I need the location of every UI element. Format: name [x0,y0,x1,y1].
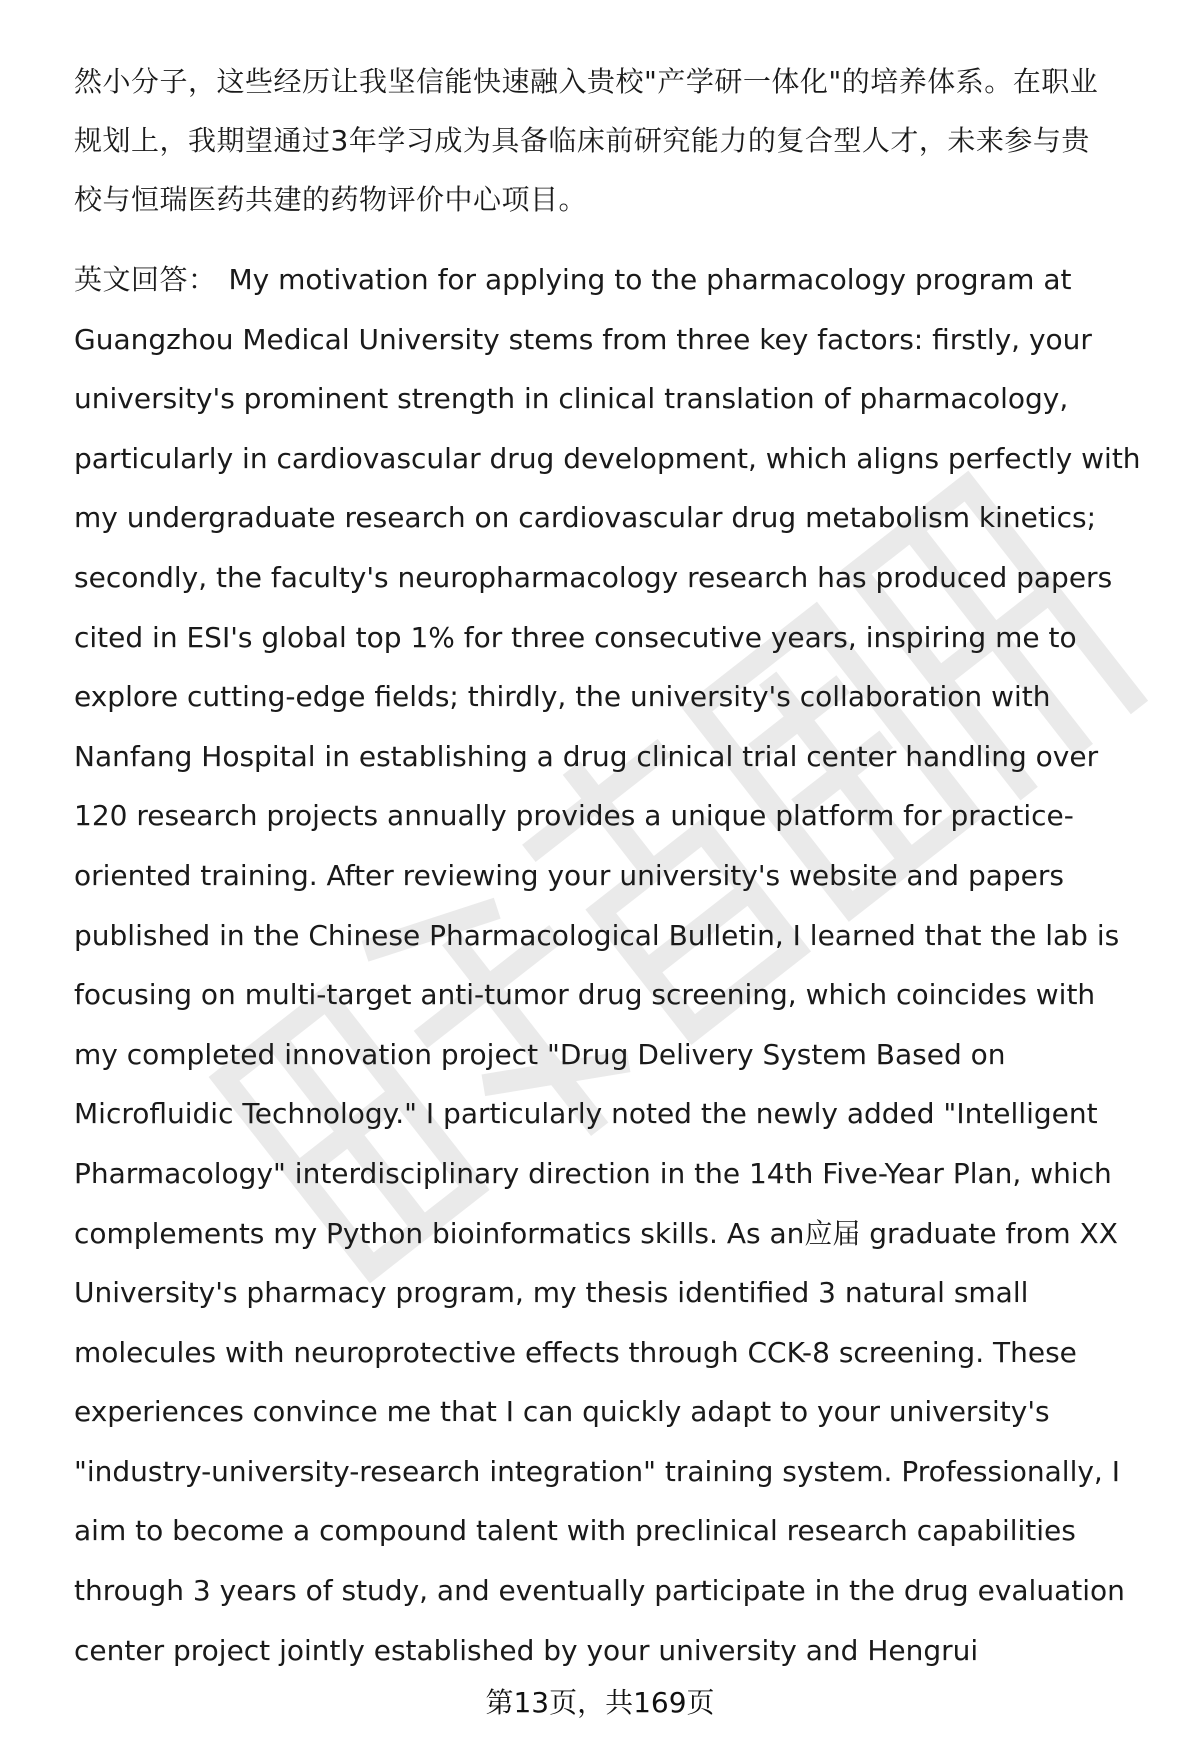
answer-line: complements my Python bioinformatics skills. As an应届 graduate from XX [74,1216,1118,1250]
answer-line: through 3 years of study, and eventually participate in the drug evaluation [74,1574,1125,1608]
intro-line: 然小分子，这些经历让我坚信能快速融入贵校"产学研一体化"的培养体系。在职业 [74,65,1099,98]
answer-line: University's pharmacy program, my thesis identified 3 natural small [74,1276,1029,1310]
intro-line: 规划上，我期望通过3年学习成为具备临床前研究能力的复合型人才，未来参与贵 [74,124,1090,157]
answer-line: my undergraduate research on cardiovascular drug metabolism kinetics; [74,501,1097,535]
answer-line: Guangzhou Medical University stems from three key factors: firstly, your [74,322,1092,356]
answer-line: Microfluidic Technology." I particularly noted the newly added "Intelligent [74,1097,1098,1131]
answer-line: cited in ESI's global top 1% for three consecutive years, inspiring me to [74,620,1077,654]
answer-line: secondly, the faculty's neuropharmacology research has produced papers [74,560,1113,594]
answer-line: center project jointly established by your university and Hengrui [74,1633,979,1667]
answer-line: particularly in cardiovascular drug development, which aligns perfectly with [74,441,1141,475]
answer-line: molecules with neuroprotective effects through CCK-8 screening. These [74,1335,1077,1369]
answer-line: Nanfang Hospital in establishing a drug clinical trial center handling over [74,739,1099,773]
document-body [74,52,1144,1680]
answer-line-text: My motivation for applying to the pharmacology program at [228,263,1072,296]
answer-line: 120 research projects annually provides a unique platform for practice- [74,799,1074,833]
answer-line: aim to become a compound talent with preclinical research capabilities [74,1514,1076,1548]
answer-line: "industry-university-research integration" training system. Professionally, I [74,1454,1120,1488]
answer-line: focusing on multi-target anti-tumor drug screening, which coincides with [74,978,1096,1012]
answer-line [74,250,1144,310]
answer-line: explore cutting-edge fields; thirdly, the university's collaboration with [74,680,1051,714]
answer-line: university's prominent strength in clinical translation of pharmacology, [74,382,1069,416]
answer-line: published in the Chinese Pharmacological Bulletin, I learned that the lab is [74,918,1120,952]
answer-line: experiences convince me that I can quickly adapt to your university's [74,1395,1050,1429]
answer-line: oriented training. After reviewing your university's website and papers [74,858,1065,892]
intro-paragraph [74,52,1144,229]
page-number-footer: 第13页，共169页 [485,1686,715,1719]
answer-line: my completed innovation project "Drug Delivery System Based on [74,1037,1006,1071]
answer-label: 英文回答： [74,263,217,296]
intro-line: 校与恒瑞医药共建的药物评价中心项目。 [74,183,588,216]
answer-line: Pharmacology" interdisciplinary direction in the 14th Five-Year Plan, which [74,1156,1112,1190]
english-answer-paragraph [74,250,1144,1680]
